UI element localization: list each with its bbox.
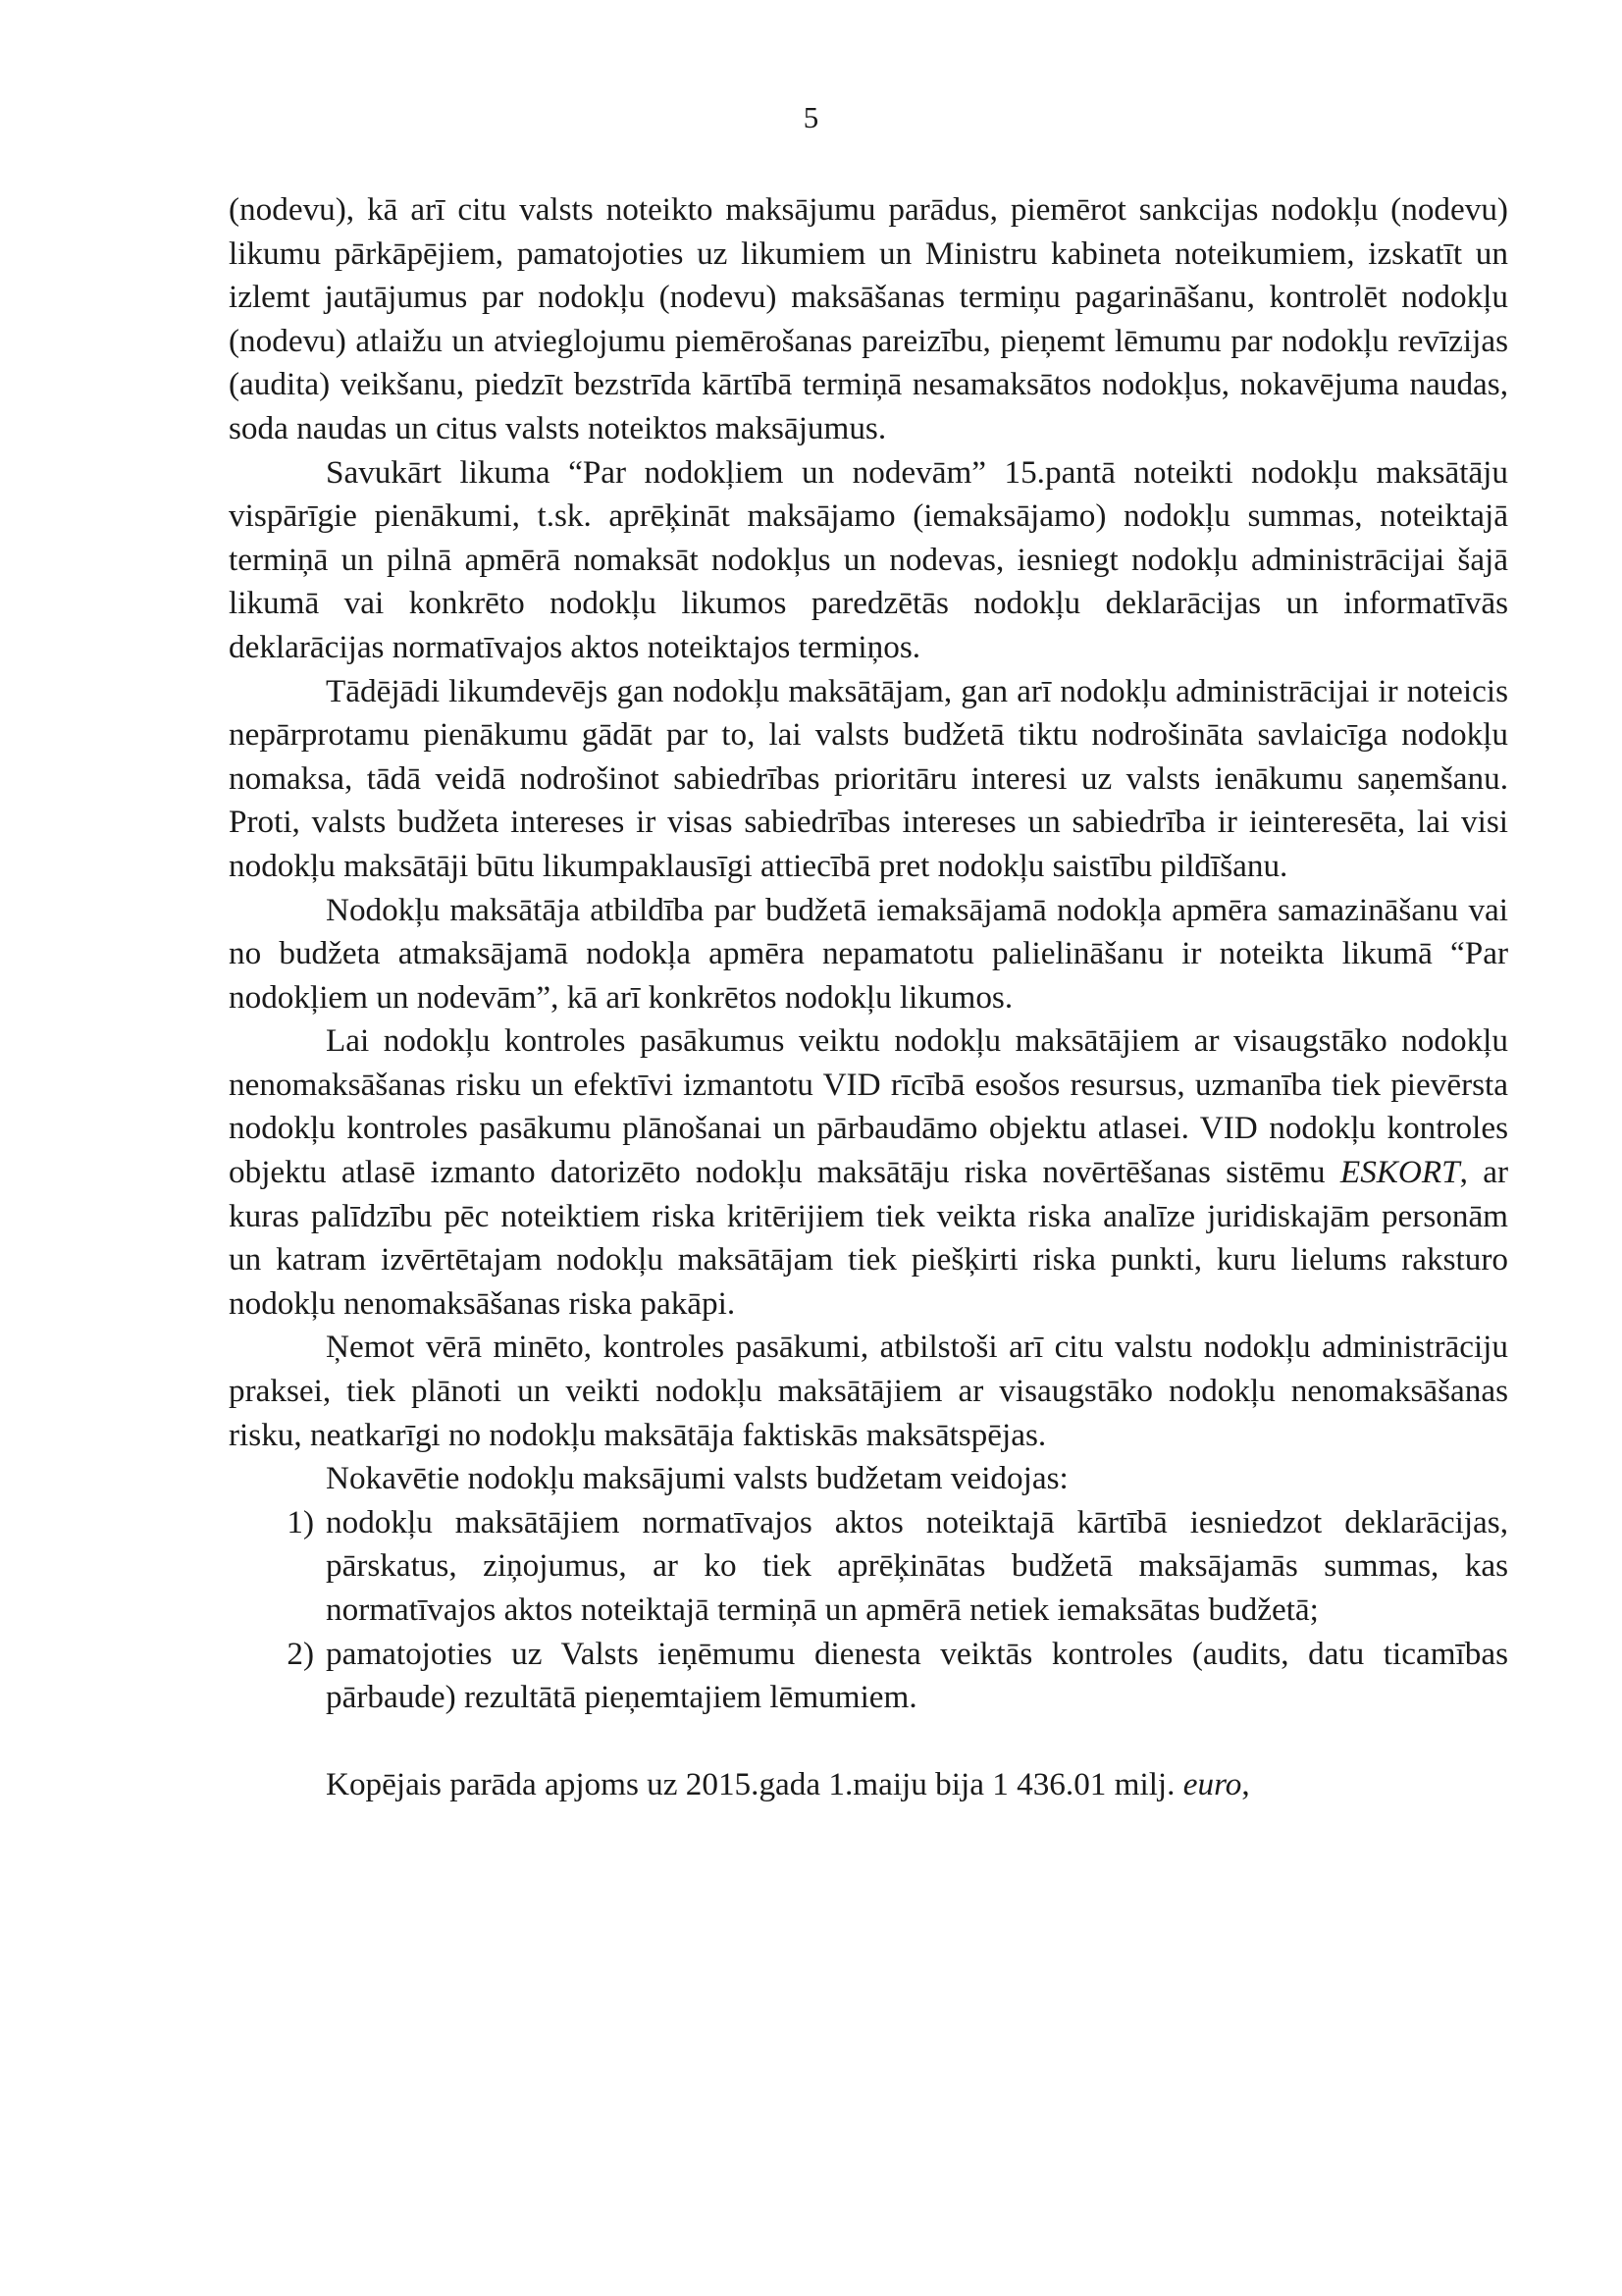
- list-item: [229, 1501, 1508, 1633]
- list-item-number: 2): [287, 1635, 314, 1672]
- document-body: [229, 188, 1508, 1806]
- system-name: ESKORT: [1339, 1154, 1460, 1191]
- paragraph-5: [229, 1019, 1508, 1326]
- final-paragraph-text: Kopējais parāda apjoms uz 2015.gada 1.maiju bija 1 436.01 milj.: [326, 1765, 1183, 1802]
- final-paragraph-end: ,: [1241, 1765, 1250, 1802]
- paragraph-5-part-2: , ar kuras palīdzību pēc noteiktiem riska kritērijiem tiek veikta riska analīze juridiskajām personām un katram izvērtētajam nodokļu maksātājam tiek piešķirti riska punkti, kuru lielums raksturo nodokļu nenomaksāšanas riska pakāpi.: [229, 1154, 1508, 1322]
- list-item-text: pamatojoties uz Valsts ieņēmumu dienesta veiktās kontroles (audits, datu ticamības pārbaude) rezultātā pieņemtajiem lēmumiem.: [326, 1635, 1508, 1716]
- list-item: [229, 1633, 1508, 1720]
- list-item-text: nodokļu maksātājiem normatīvajos aktos noteiktajā kārtībā iesniedzot deklarācijas, pārskatus, ziņojumus, ar ko tiek aprēķinātas budžetā maksājamās summas, kas normatīvajos aktos noteiktajā termiņā un apmērā netiek iemaksātas budžetā;: [326, 1503, 1508, 1628]
- paragraph-3: Tādējādi likumdevējs gan nodokļu maksātājam, gan arī nodokļu administrācijai ir noteicis nepārprotamu pienākumu gādāt par to, lai valsts budžetā tiktu nodrošināta savlaicīga nodokļu nomaksa, tādā veidā nodrošinot sabiedrības prioritāru interesi uz valsts ienākumu saņemšanu. Proti, valsts budžeta intereses ir visas sabiedrības intereses un sabiedrība ir ieinteresēta, lai visi nodokļu maksātāji būtu likumpaklausīgi attiecībā pret nodokļu saistību pildīšanu.: [229, 672, 1508, 884]
- paragraph-6: Ņemot vērā minēto, kontroles pasākumi, atbilstoši arī citu valstu nodokļu administrāciju praksei, tiek plānoti un veikti nodokļu maksātājiem ar visaugstāko nodokļu nenomaksāšanas risku, neatkarīgi no nodokļu maksātāja faktiskās maksātspējas.: [229, 1329, 1508, 1453]
- final-paragraph: [229, 1763, 1508, 1807]
- paragraph-2: Savukārt likuma “Par nodokļiem un nodevām” 15.pantā noteikti nodokļu maksātāju vispārīgie pienākumi, t.sk. aprēķināt maksājamo (iemaksājamo) nodokļu summas, noteiktajā termiņā un pilnā apmērā nomaksāt nodokļus un nodevas, iesniegt nodokļu administrācijai šajā likumā vai konkrēto nodokļu likumos paredzētās nodokļu deklarācijas un informatīvās deklarācijas normatīvajos aktos noteiktajos termiņos.: [229, 453, 1508, 665]
- page-number: 5: [803, 100, 819, 134]
- paragraph-4: Nodokļu maksātāja atbildība par budžetā iemaksājamā nodokļa apmēra samazināšanu vai no budžeta atmaksājamā nodokļa apmēra nepamatotu palielināšanu ir noteikta likumā “Par nodokļiem un nodevām”, kā arī konkrētos nodokļu likumos.: [229, 891, 1508, 1016]
- list-item-number: 1): [287, 1503, 314, 1540]
- debt-sources-list: [229, 1501, 1508, 1720]
- currency-word: euro: [1182, 1765, 1242, 1802]
- spacer: [229, 1720, 1508, 1763]
- paragraph-7: Nokavētie nodokļu maksājumi valsts budžetam veidojas:: [326, 1460, 1069, 1497]
- paragraph-1: (nodevu), kā arī citu valsts noteikto maksājumu parādus, piemērot sankcijas nodokļu (nodevu) likumu pārkāpējiem, pamatojoties uz likumiem un Ministru kabineta noteikumiem, izskatīt un izlemt jautājumus par nodokļu (nodevu) maksāšanas termiņu pagarināšanu, kontrolēt nodokļu (nodevu) atlaižu un atvieglojumu piemērošanas pareizību, pieņemt lēmumu par nodokļu revīzijas (audita) veikšanu, piedzīt bezstrīda kārtībā termiņā nesamaksātos nodokļus, nokavējuma naudas, soda naudas un citus valsts noteiktos maksājumus.: [229, 191, 1508, 446]
- paragraph-5-part-1: Lai nodokļu kontroles pasākumus veiktu nodokļu maksātājiem ar visaugstāko nodokļu nenomaksāšanas risku un efektīvi izmantotu VID rīcībā esošos resursus, uzmanība tiek pievērsta nodokļu kontroles pasākumu plānošanai un pārbaudāmo objektu atlasei. VID nodokļu kontroles objektu atlasē izmanto datorizēto nodokļu maksātāju riska novērtēšanas sistēmu: [229, 1022, 1508, 1191]
